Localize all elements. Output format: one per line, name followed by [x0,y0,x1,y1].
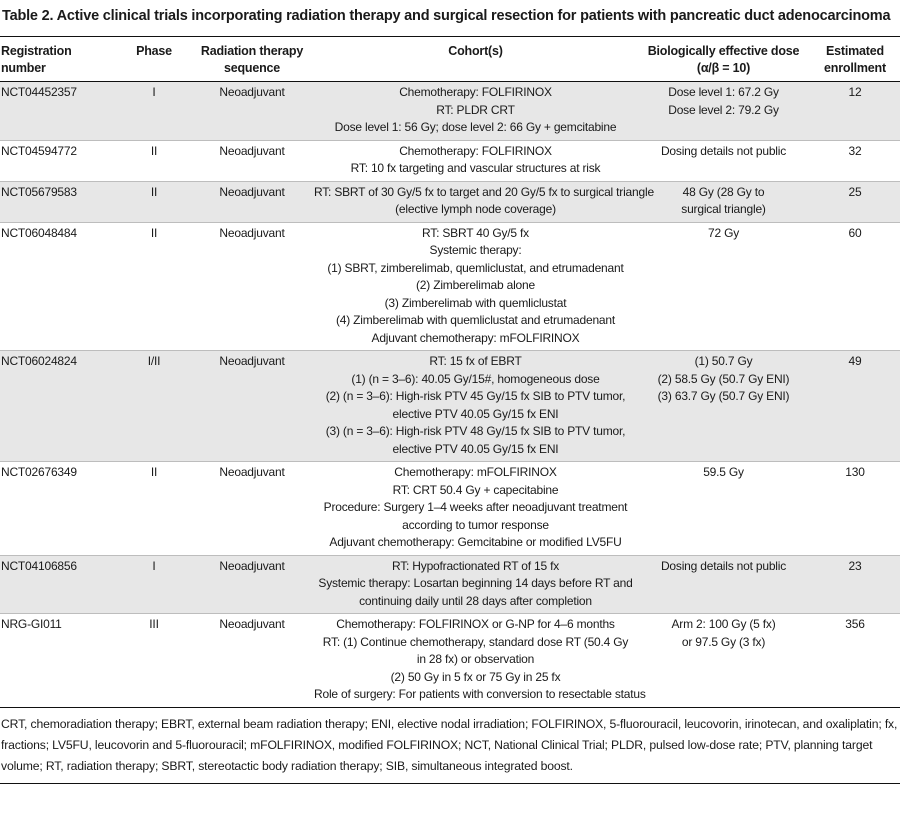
phase-cell: I [152,558,156,573]
bed-cell-line: or 97.5 Gy (3 fx) [681,634,766,649]
sequence-cell: Neoadjuvant [219,225,285,240]
cohort-cell-line: (3) (n = 3–6): High-risk PTV 48 Gy/15 fx SIB to PTV tumor, [325,424,626,438]
trials-table [0,37,900,707]
bed-cell-line: surgical triangle) [681,202,766,216]
table-row [0,614,900,707]
enrollment-cell: 25 [848,184,862,199]
table-row [0,351,900,462]
cohort-cell-line: Systemic therapy: [429,243,522,257]
bed-cell [637,555,810,614]
col-header-bed [637,37,810,82]
enrollment-cell: 23 [848,558,862,573]
cohort-cell-line: RT: SBRT of 30 Gy/5 fx to target and 20 Gy/5 fx to surgical triangle [314,184,654,199]
phase-cell: II [150,184,158,199]
bed-cell-line: (1) 50.7 Gy [694,354,753,368]
table-row [0,181,900,222]
bed-cell-line: 48 Gy (28 Gy to [682,184,765,199]
cohort-cell-line: RT: PLDR CRT [436,102,515,117]
table-row [0,222,900,351]
bed-cell [637,222,810,351]
cohort-cell [314,82,637,141]
registration-cell: NCT05679583 [1,184,77,199]
enrollment-cell: 49 [848,354,862,368]
cohort-cell [314,555,637,614]
bed-cell-line: 72 Gy [707,225,740,240]
bed-cell-line: (3) 63.7 Gy (50.7 Gy ENI) [657,389,790,403]
col-header-sequence-line2: sequence [223,61,281,75]
phase-cell: III [149,617,159,631]
cohort-cell-line: (2) Zimberelimab alone [416,278,535,292]
cohort-cell-line: in 28 fx) or observation [416,652,535,666]
cohort-cell-line: RT: SBRT 40 Gy/5 fx [422,225,529,240]
enrollment-cell: 356 [845,617,865,631]
col-header-cohorts: Cohort(s) [448,44,503,58]
cohort-cell-line: (1) (n = 3–6): 40.05 Gy/15#, homogeneous dose [351,371,600,386]
cohort-cell-line: RT: 15 fx of EBRT [429,354,522,368]
cohort-cell-line: RT: (1) Continue chemotherapy, standard dose RT (50.4 Gy [322,634,629,649]
enrollment-cell: 32 [848,143,862,158]
col-header-sequence [190,37,314,82]
bed-cell [637,82,810,141]
cohort-cell [314,222,637,351]
table-body [0,82,900,707]
col-header-registration: Registration number [1,44,72,75]
cohort-cell-line: Procedure: Surgery 1–4 weeks after neoadjuvant treatment [323,500,628,514]
registration-cell: NCT06048484 [1,225,77,240]
cohort-cell [314,140,637,181]
bed-cell [637,140,810,181]
bed-cell-line: Dose level 1: 67.2 Gy [668,85,779,99]
cohort-cell-line: Role of surgery: For patients with conversion to resectable status [314,687,646,701]
cohort-cell-line: RT: Hypofractionated RT of 15 fx [391,558,560,573]
enrollment-cell: 12 [848,85,862,99]
cohort-cell [314,614,646,707]
cohort-cell-line: Chemotherapy: FOLFIRINOX [399,143,552,158]
sequence-cell: Neoadjuvant [219,465,285,479]
cohort-cell-line: Dose level 1: 56 Gy; dose level 2: 66 Gy + gemcitabine [334,120,617,134]
bed-cell [637,462,810,556]
cohort-cell-line: (1) SBRT, zimberelimab, quemliclustat, and etrumadenant [327,260,624,275]
bed-cell-line: Dosing details not public [660,558,787,573]
col-header-phase: Phase [136,44,172,58]
bottom-rule [0,783,900,784]
cohort-cell-line: (3) Zimberelimab with quemliclustat [384,295,567,310]
phase-cell: I [152,85,156,99]
sequence-cell: Neoadjuvant [219,617,285,631]
sequence-cell: Neoadjuvant [219,558,285,573]
cohort-cell-line: Chemotherapy: FOLFIRINOX or G-NP for 4–6 months [336,617,615,631]
cohort-cell [314,351,637,462]
table-title: Table 2. Active clinical trials incorporating radiation therapy and surgical resection for patients with pancreatic duct adenocarcinoma [2,8,891,24]
bed-cell-line: Dosing details not public [660,143,787,158]
sequence-cell: Neoadjuvant [219,143,285,158]
phase-cell: II [150,225,158,240]
col-header-enrollment [810,37,900,82]
registration-cell: NCT04106856 [1,558,77,573]
cohort-cell-line: continuing daily until 28 days after completion [359,593,592,608]
bed-cell [637,614,810,707]
cohort-cell-line: Adjuvant chemotherapy: Gemcitabine or modified LV5FU [329,535,622,549]
registration-cell: NRG-GI011 [1,617,62,631]
col-header-bed-line1: Biologically effective dose [647,44,800,58]
cohort-cell-line: RT: 10 fx targeting and vascular structures at risk [350,161,601,175]
phase-cell: I/II [147,354,161,368]
cohort-cell-line: according to tumor response [402,517,549,532]
registration-cell: NCT06024824 [1,354,77,368]
enrollment-cell: 60 [848,225,862,240]
cohort-cell-line: Systemic therapy: Losartan beginning 14 days before RT and [318,576,633,590]
registration-cell: NCT04594772 [1,143,77,158]
phase-cell: II [150,143,158,158]
bed-cell [637,181,810,222]
cohort-cell-line: (2) (n = 3–6): High-risk PTV 45 Gy/15 fx SIB to PTV tumor, [325,389,626,403]
bed-cell-line: 59.5 Gy [703,465,744,479]
cohort-cell-line: Adjuvant chemotherapy: mFOLFIRINOX [371,330,580,345]
table-row [0,140,900,181]
cohort-cell-line: (2) 50 Gy in 5 fx or 75 Gy in 25 fx [390,669,561,684]
col-header-bed-line2: (α/β = 10) [696,61,751,75]
enrollment-cell: 130 [845,465,865,479]
col-header-enrollment-line2: enrollment [824,61,886,75]
bed-cell-line: Arm 2: 100 Gy (5 fx) [671,617,776,631]
cohort-cell [314,181,654,222]
cohort-cell-line: elective PTV 40.05 Gy/15 fx ENI [392,406,559,421]
cohort-cell [314,462,637,556]
table-row [0,462,900,556]
table-row [0,555,900,614]
bed-cell-line: (2) 58.5 Gy (50.7 Gy ENI) [657,371,790,386]
cohort-cell-line: Chemotherapy: mFOLFIRINOX [394,465,557,479]
cohort-cell-line: RT: CRT 50.4 Gy + capecitabine [392,482,559,497]
sequence-cell: Neoadjuvant [219,184,285,199]
cohort-cell-line: (4) Zimberelimab with quemliclustat and etrumadenant [335,313,616,327]
sequence-cell: Neoadjuvant [219,354,285,368]
table-row [0,82,900,141]
cohort-cell-line: Chemotherapy: FOLFIRINOX [399,85,552,99]
sequence-cell: Neoadjuvant [219,85,285,99]
table-footnote: CRT, chemoradiation therapy; EBRT, external beam radiation therapy; ENI, elective nodal irradiation; FOLFIRINOX, 5-fluorouracil, leucovorin, irinotecan, and oxaliplatin; fx, fractions; LV5FU, leucovorin and 5-fluorouracil; mFOLFIRINOX, modified FOLFIRINOX; NCT, National Clinical Trial; PLDR, pulsed low-dose rate; PTV, planning target volume; RT, radiation therapy; SBRT, stereotactic body radiation therapy; SIB, simultaneous integrated boost. [0,707,900,783]
phase-cell: II [150,465,158,479]
bed-cell-line: Dose level 2: 79.2 Gy [668,102,779,117]
col-header-enrollment-line1: Estimated [826,44,884,58]
header-row [0,37,900,82]
cohort-cell-line: elective PTV 40.05 Gy/15 fx ENI [392,441,559,456]
col-header-sequence-line1: Radiation therapy [200,44,304,58]
registration-cell: NCT04452357 [1,85,77,99]
cohort-cell-line: (elective lymph node coverage) [395,202,556,216]
registration-cell: NCT02676349 [1,465,77,479]
bed-cell [637,351,810,462]
